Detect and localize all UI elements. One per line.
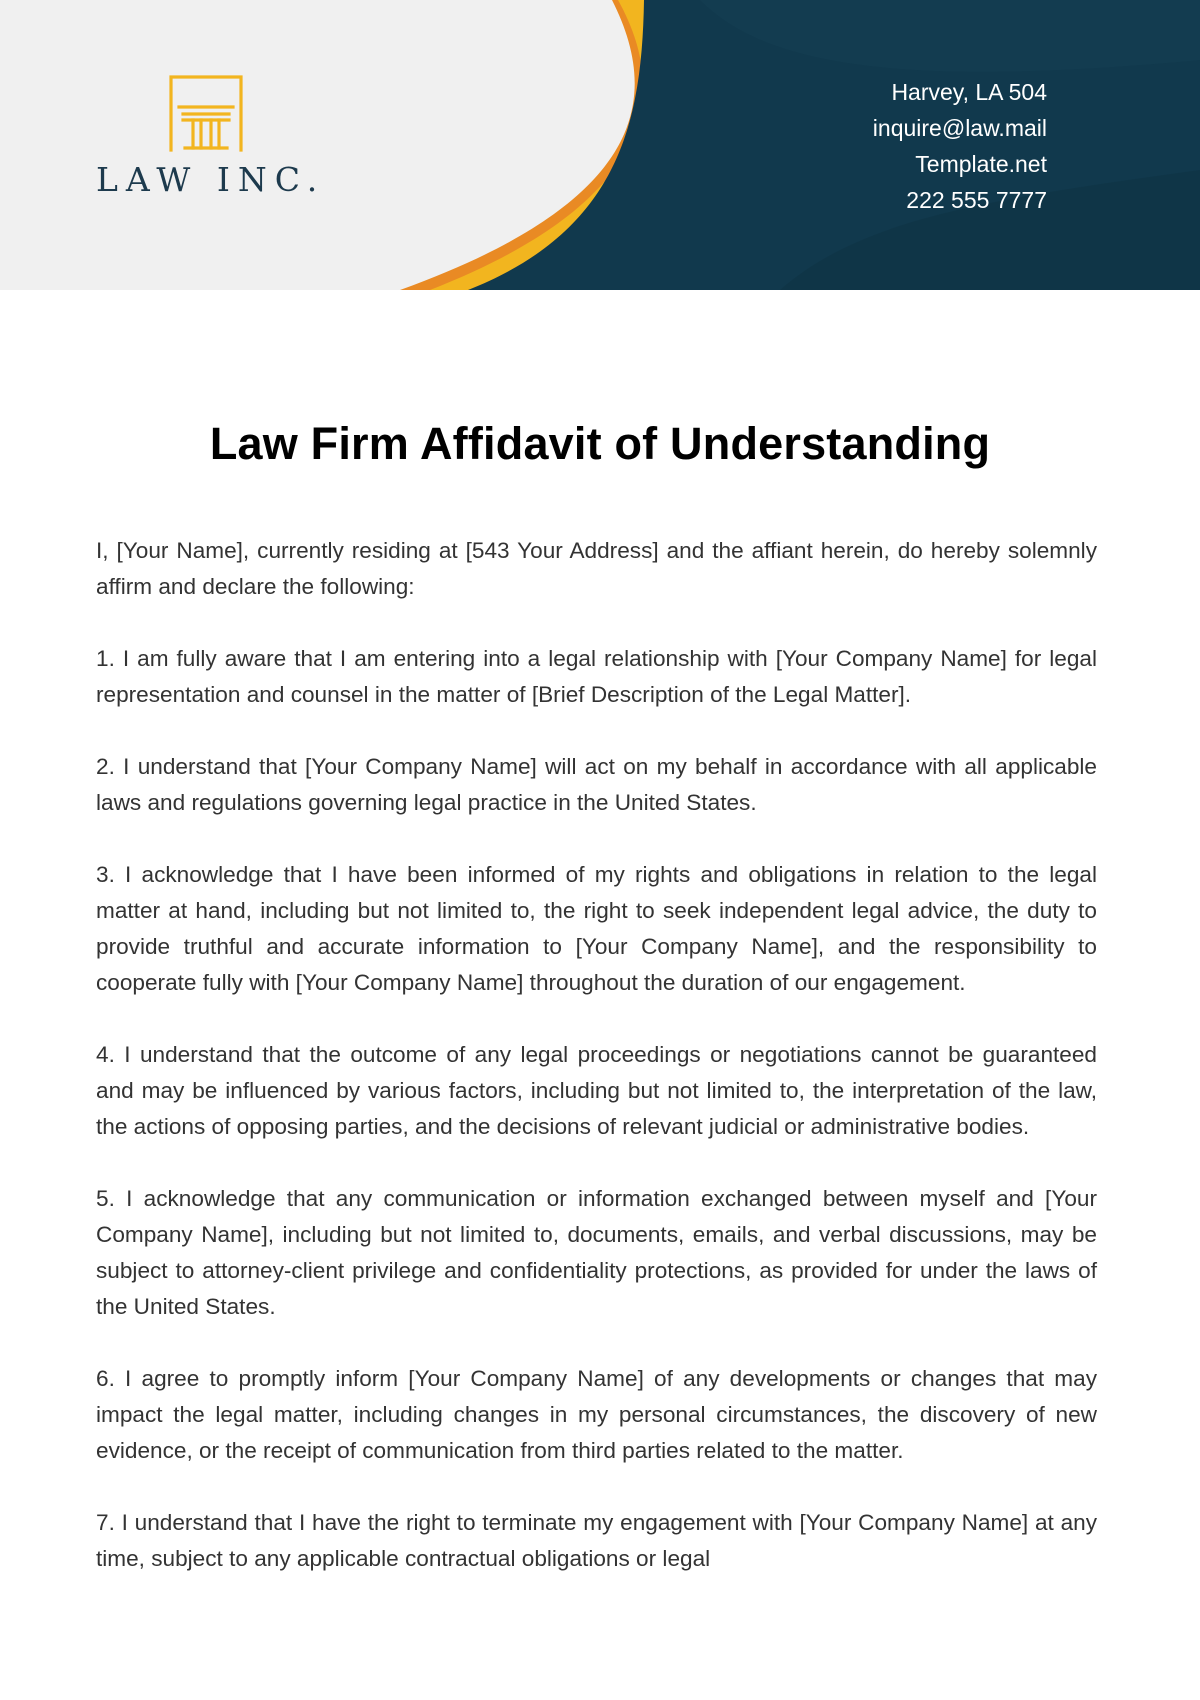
clause-paragraph: 3. I acknowledge that I have been informed of my rights and obligations in relation to the legal matter at hand, including but not limited to, the right to seek independent legal advice, the duty to provide truthful and accurate information to [Your Company Name], and the responsibility to cooperate fully with [Your Company Name] throughout the duration of our engagement. — [96, 862, 1097, 995]
contact-phone: 222 555 7777 — [906, 187, 1047, 213]
clause-paragraph: 4. I understand that the outcome of any legal proceedings or negotiations cannot be guaranteed and may be influenced by various factors, including but not limited to, the interpretation of the law, the actions of opposing parties, and the decisions of relevant judicial or administrative bodies. — [96, 1042, 1097, 1139]
document-body — [96, 533, 1097, 1613]
contact-email[interactable]: inquire@law.mail — [872, 115, 1047, 141]
contact-info — [787, 74, 1047, 218]
clause-paragraph: 2. I understand that [Your Company Name] will act on my behalf in accordance with all applicable laws and regulations governing legal practice in the United States. — [96, 754, 1097, 815]
letterhead — [0, 0, 1200, 290]
logo-text: LAW INC. — [96, 160, 326, 199]
contact-website[interactable]: Template.net — [915, 151, 1047, 177]
pillar-icon — [167, 74, 245, 152]
contact-address: Harvey, LA 504 — [891, 79, 1047, 105]
clause-paragraph: 1. I am fully aware that I am entering into a legal relationship with [Your Company Name] for legal representation and counsel in the matter of [Brief Description of the Legal Matter]. — [96, 646, 1097, 707]
clause-paragraph: 7. I understand that I have the right to terminate my engagement with [Your Company Name] at any time, subject to any applicable contractual obligations or legal — [96, 1510, 1097, 1571]
intro-paragraph: I, [Your Name], currently residing at [543 Your Address] and the affiant herein, do hereby solemnly affirm and declare the following: — [96, 538, 1097, 599]
company-logo — [96, 74, 326, 204]
document-title: Law Firm Affidavit of Understanding — [209, 418, 991, 469]
clause-paragraph: 6. I agree to promptly inform [Your Company Name] of any developments or changes that may impact the legal matter, including changes in my personal circumstances, the discovery of new evidence, or the receipt of communication from third parties related to the matter. — [96, 1366, 1097, 1463]
clause-paragraph: 5. I acknowledge that any communication or information exchanged between myself and [Your Company Name], including but not limited to, documents, emails, and verbal discussions, may be subject to attorney-client privilege and confidentiality protections, as provided for under the laws of the United States. — [96, 1186, 1097, 1319]
